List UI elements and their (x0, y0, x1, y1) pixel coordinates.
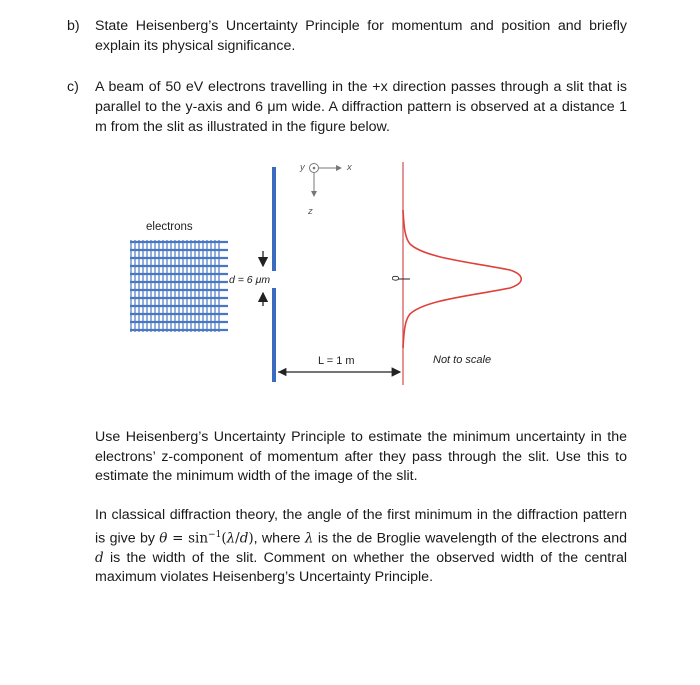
para2-mid2: is the de Broglie wavelength of the electrons and (313, 530, 627, 547)
eq-close: ) (248, 530, 254, 547)
question-b-text: State Heisenberg’s Uncertainty Principle for momentum and position and briefly explain its physical significance. (95, 18, 627, 54)
para2-mid: , where (253, 530, 305, 547)
para2-before: In classical diffraction theory, the angle of the first minimum in the diffraction pattern is give by (95, 507, 627, 547)
instruction-paragraph-2 (95, 506, 627, 588)
d-symbol: d (239, 530, 249, 547)
theta-symbol: θ (159, 530, 168, 547)
question-c-label: c) (67, 79, 79, 95)
electron-beam-dashes (131, 240, 219, 332)
eq-sin: = sin (167, 530, 209, 547)
lambda-symbol-2: λ (304, 530, 314, 547)
para2-after: is the width of the slit. Comment on whether the observed width of the central maximum violates Heisenberg’s Uncertainty Principle. (95, 549, 627, 586)
question-c-text: A beam of 50 eV electrons travelling in the +x direction passes through a slit that is parallel to the y-axis and 6 μm wide. A diffraction pattern is observed at a distance 1 m from the slit as illustrated in the figure below. (95, 79, 627, 135)
diffraction-pattern-curve (403, 210, 521, 348)
eq-open: ( (221, 530, 227, 547)
slit-width-label: d = 6 μm (229, 274, 271, 286)
axis-z-label: z (308, 206, 313, 217)
distance-label: L = 1 m (318, 355, 355, 367)
slit-barrier-upper (272, 167, 276, 271)
electrons-label: electrons (146, 221, 193, 233)
d-symbol-2: d (95, 549, 104, 566)
not-to-scale-note: Not to scale (433, 354, 492, 366)
eq-inverse: −1 (208, 529, 222, 540)
axis-x-label: x (347, 162, 352, 173)
question-b-label: b) (67, 18, 80, 34)
slit-barrier-lower (272, 288, 276, 382)
instruction-paragraph-1: Use Heisenberg’s Uncertainty Principle to estimate the minimum uncertainty in the electrons’ z-component of momentum after they pass through the slit. Use this to estimate the minimum width of the image of the slit. (95, 429, 627, 484)
axis-y-label: y (300, 162, 305, 173)
axis-indicator (299, 162, 353, 217)
lambda-symbol: λ (226, 530, 236, 547)
eq-slash: / (235, 530, 240, 547)
zero-label: 0 (391, 275, 402, 281)
